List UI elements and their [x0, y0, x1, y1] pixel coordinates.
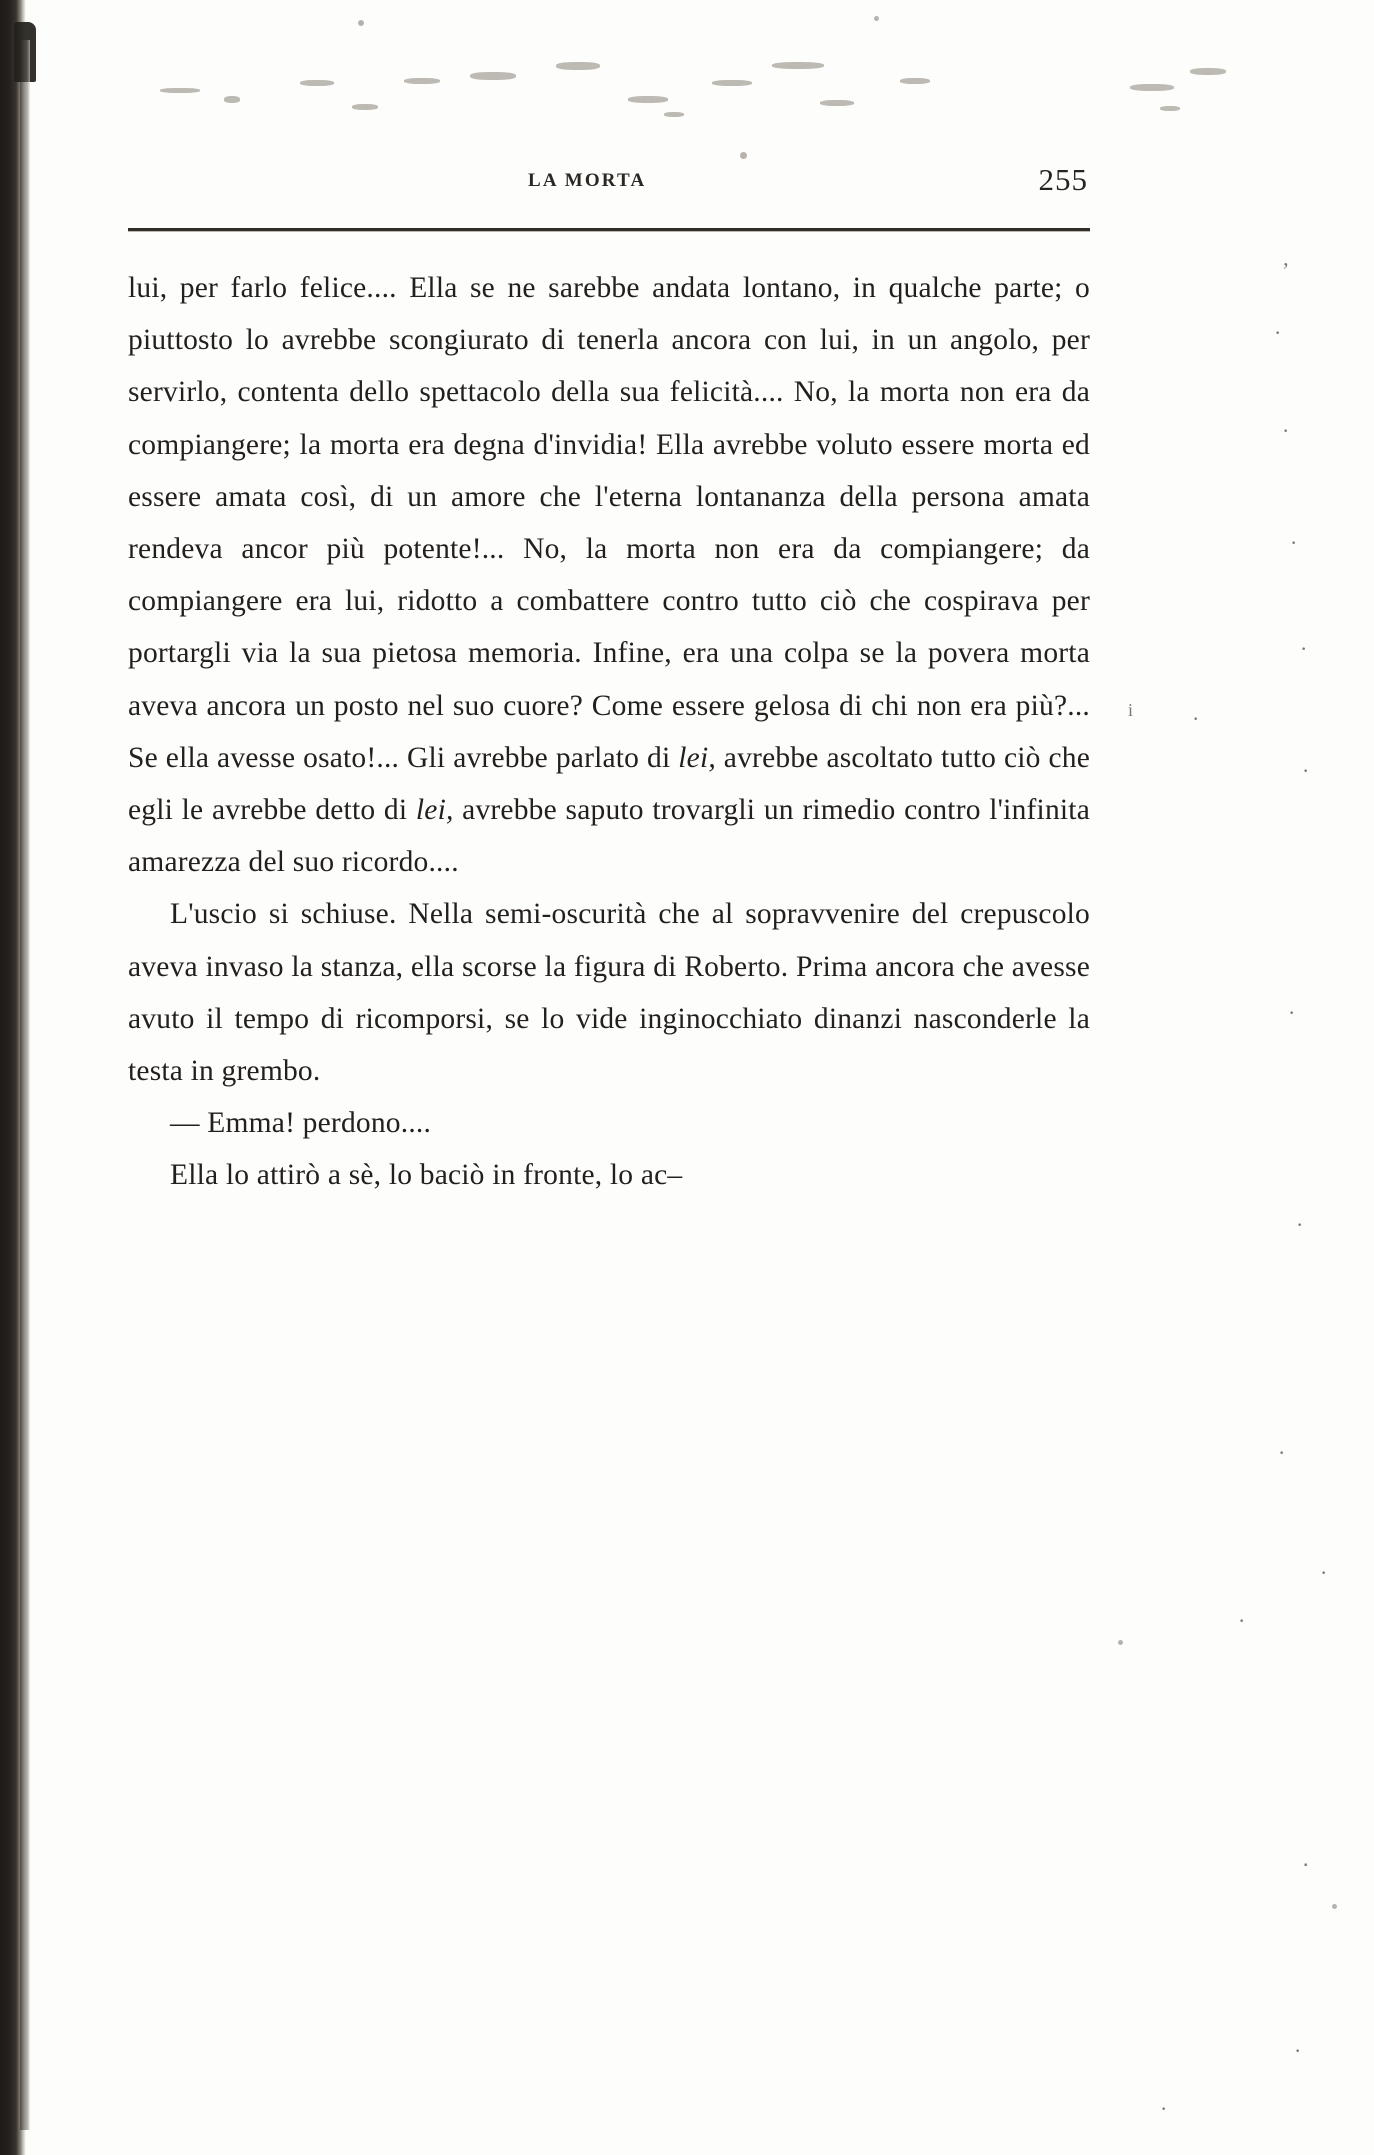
scan-smudge — [404, 78, 440, 84]
scan-smudge — [352, 104, 378, 110]
margin-stray-mark: ʼ — [1282, 258, 1290, 283]
scan-speck — [874, 16, 879, 21]
scan-smudge — [664, 112, 684, 117]
margin-stray-mark: · — [1160, 2096, 1168, 2121]
margin-stray-mark: · — [1294, 2038, 1302, 2063]
scan-smudge — [1190, 68, 1226, 75]
paragraph: lui, per farlo felice.... Ella se ne sarebbe andata lontano, in qualche parte; o piuttosto lo avrebbe scongiurato di tenerla ancora con lui, in un angolo, per servirlo, contenta dello spettacolo della sua felicità.... No, la morta non era da compiangere; la morta era degna d'invidia! Ella avrebbe voluto essere morta ed essere amata così, di un amore che l'eterna lontananza della persona amata rendeva ancor più potente!... No, la morta non era da compiangere; da compiangere era lui, ridotto a combattere contro tutto ciò che cospirava per portargli via la sua pietosa memoria. Infine, era una colpa se la povera morta aveva ancora un posto nel suo cuore? Come essere gelosa di chi non era più?... Se ella avesse osato!... Gli avrebbe parlato di lei, avrebbe ascoltato tutto ciò che egli le avrebbe detto di lei, avrebbe saputo trovargli un rimedio contro l'infinita amarezza del suo ricordo.... — [128, 272, 1090, 879]
margin-stray-mark: ․ — [1302, 1846, 1310, 1871]
scan-smudge — [470, 72, 516, 80]
scan-smudge — [628, 96, 668, 103]
margin-stray-mark: · — [1320, 1560, 1328, 1585]
scan-smudge — [160, 88, 200, 93]
margin-stray-mark: · — [1278, 1440, 1286, 1465]
margin-stray-mark: · — [1290, 530, 1298, 555]
scan-smudge — [1160, 106, 1180, 111]
page-body — [128, 262, 1090, 1202]
scan-smudge — [300, 80, 334, 86]
margin-stray-mark: i — [1128, 700, 1134, 720]
scan-smudge — [556, 62, 600, 70]
scan-speck — [1332, 1904, 1337, 1909]
paragraph: Ella lo attirò a sè, lo baciò in fronte, lo ac– — [170, 1159, 683, 1192]
margin-stray-mark: · — [1282, 418, 1290, 443]
scan-speck — [740, 152, 747, 159]
binding-edge-streak — [20, 40, 30, 2130]
margin-stray-mark: · — [1296, 1212, 1304, 1237]
scan-speck — [1118, 1640, 1123, 1645]
margin-stray-mark: · — [1288, 1000, 1296, 1025]
scan-smudge — [820, 100, 854, 106]
margin-stray-mark: · — [1302, 758, 1310, 783]
running-title: LA MORTA — [528, 170, 647, 191]
paragraph: — Emma! perdono.... — [170, 1107, 432, 1140]
running-header — [128, 162, 1088, 204]
scan-smudge — [900, 78, 930, 84]
margin-stray-mark: · — [1192, 706, 1200, 731]
paragraph: L'uscio si schiuse. Nella semi-oscurità che al sopravvenire del crepuscolo aveva invaso la stanza, ella scorse la figura di Roberto. Prima ancora che avesse avuto il tempo di ricomporsi, se lo vide inginocchiato dinanzi nasconderle la testa in grembo. — [128, 898, 1090, 1088]
scan-speck — [358, 20, 364, 26]
margin-stray-mark: · — [1238, 1608, 1246, 1633]
header-rule — [128, 228, 1090, 231]
page-number: 255 — [1038, 162, 1088, 197]
scan-smudge — [224, 96, 240, 103]
margin-stray-mark: · — [1300, 636, 1308, 661]
scan-smudge — [772, 62, 824, 69]
margin-stray-mark: · — [1274, 320, 1282, 345]
scan-smudge — [712, 80, 752, 86]
scan-smudge — [1130, 84, 1174, 91]
